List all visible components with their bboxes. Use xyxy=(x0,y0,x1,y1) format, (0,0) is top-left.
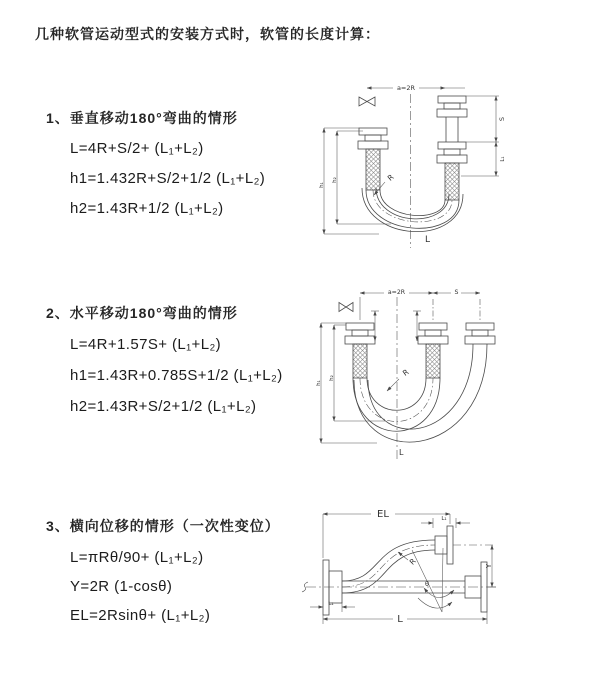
section-2-formula-h2: h2=1.43R+S/2+1/2 (L₁+L₂) xyxy=(70,398,257,415)
section-1-formula-h2: h2=1.43R+1/2 (L₁+L₂) xyxy=(70,200,224,217)
length-label: L xyxy=(399,448,404,457)
diagram-vertical-180-bend xyxy=(315,78,545,250)
section-3-formula-el: EL=2Rsinθ+ (L₁+L₂) xyxy=(70,607,211,624)
left-fitting xyxy=(358,128,388,190)
section-1-heading: 1、垂直移动180°弯曲的情形 xyxy=(46,110,238,126)
dim-label-h2: h₂ xyxy=(332,177,338,183)
hose-s-curve xyxy=(342,540,435,593)
right-fitting-moved xyxy=(465,323,495,344)
section-3-heading: 3、横向位移的情形（一次性变位） xyxy=(46,518,280,534)
length-label: L xyxy=(397,614,403,625)
diagram-lateral-displacement xyxy=(300,500,595,650)
dimension-lines xyxy=(324,88,499,234)
dim-label-el: EL xyxy=(377,509,389,520)
dimension-lines xyxy=(321,293,480,443)
section-3-formula-y: Y=2R (1-cosθ) xyxy=(70,578,173,595)
dim-label-l1-top: L₁ xyxy=(441,516,447,522)
dim-label-a2r: a=2R xyxy=(387,289,406,296)
valve-icon xyxy=(359,97,375,106)
hose-u-bend xyxy=(353,378,440,431)
page-title: 几种软管运动型式的安装方式时，软管的长度计算： xyxy=(35,26,380,42)
dim-label-s: S xyxy=(454,289,459,296)
angle-construction xyxy=(412,548,454,612)
dim-label-l1-left: L₁ xyxy=(328,601,334,607)
dim-label-h1: h₁ xyxy=(316,380,322,386)
top-flange-displaced xyxy=(435,526,453,564)
length-label: L xyxy=(425,235,431,245)
section-1-formula-h1: h1=1.432R+S/2+1/2 (L₁+L₂) xyxy=(70,170,266,187)
dim-label-h1: h₁ xyxy=(319,182,325,188)
radius-label: R xyxy=(400,367,411,378)
dim-label-s: S xyxy=(498,116,506,122)
radius-label: R xyxy=(407,556,418,567)
section-1-formula-l: L=4R+S/2+ (L₁+L₂) xyxy=(70,140,204,157)
angle-label: θ xyxy=(425,580,429,588)
right-fitting-lower xyxy=(437,142,467,200)
section-2-formula-h1: h1=1.43R+0.785S+1/2 (L₁+L₂) xyxy=(70,367,283,384)
right-fitting-upper xyxy=(437,96,467,117)
dim-label-a2r: a=2R xyxy=(396,84,416,92)
section-3-formula-l: L=πRθ/90+ (L₁+L₂) xyxy=(70,549,204,566)
section-2-formula-l: L=4R+1.57S+ (L₁+L₂) xyxy=(70,336,222,353)
dimension-lines xyxy=(310,514,496,624)
diagram-horizontal-180-bend xyxy=(313,283,545,461)
hose-u-bend-moved xyxy=(354,344,487,442)
radius-label: R xyxy=(385,172,396,183)
dim-label-y: Y xyxy=(485,563,493,569)
section-2-heading: 2、水平移动180°弯曲的情形 xyxy=(46,305,238,321)
left-fitting xyxy=(345,323,375,378)
middle-fitting xyxy=(418,323,448,378)
valve-icon xyxy=(339,303,353,312)
dim-label-l1: L₁ xyxy=(500,156,506,162)
dim-label-h2: h₂ xyxy=(329,375,335,381)
